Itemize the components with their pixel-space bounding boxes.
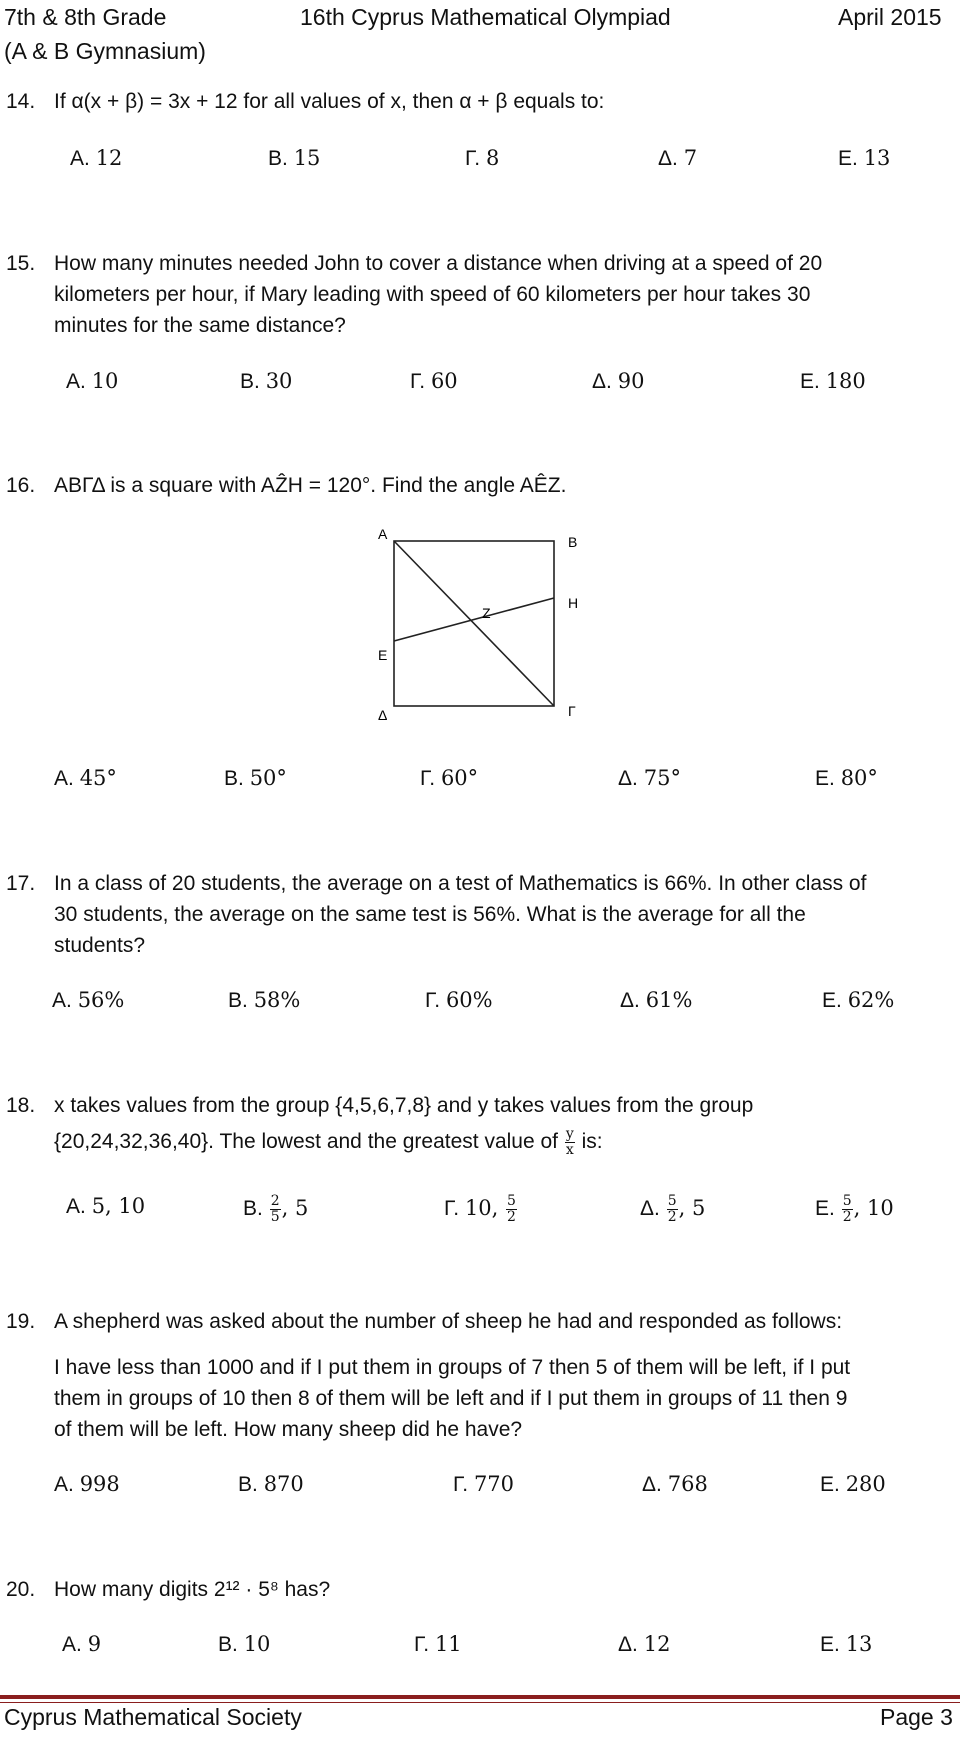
option-d[interactable]: Δ. 61% (620, 988, 693, 1012)
question-19-line-2: I have less than 1000 and if I put them in groups of 7 then 5 of them will be left, if I put (54, 1356, 851, 1379)
option-d[interactable]: Δ. 90 (592, 369, 645, 393)
option-a[interactable]: A. 12 (70, 146, 123, 170)
question-17-line-3: students? (54, 934, 146, 957)
question-18-number: 18. (6, 1094, 36, 1117)
option-d[interactable]: Δ. $\frac{5}{2}$ , 5 (640, 1193, 706, 1225)
option-c[interactable]: Γ. 60° (420, 766, 479, 790)
option-c[interactable]: Γ. 10, $\frac{5}{2}$ (444, 1193, 516, 1225)
footer-society: Cyprus Mathematical Society (4, 1704, 302, 1730)
option-b[interactable]: B. 58% (228, 988, 301, 1012)
question-16-text: ΑΒΓΔ is a square with AẐH = 120°. Find the angle AÊZ. (54, 474, 567, 497)
option-e[interactable]: E. $\frac{5}{2}$ , 10 (815, 1193, 894, 1225)
footer-page-number: Page 3 (880, 1704, 953, 1730)
footer-rule-thick (0, 1695, 960, 1699)
segment-e-h (394, 598, 554, 641)
option-c[interactable]: Γ. 8 (465, 146, 500, 170)
question-15-number: 15. (6, 252, 36, 275)
header-grade: 7th & 8th Grade (4, 4, 167, 30)
label-e: E (378, 647, 388, 663)
option-e[interactable]: E. 13 (838, 146, 891, 170)
option-e[interactable]: E. 80° (815, 766, 878, 790)
option-d[interactable]: Δ. 768 (642, 1472, 708, 1496)
option-a[interactable]: A. 45° (54, 766, 117, 790)
header-grade-line2: (A & B Gymnasium) (4, 38, 206, 64)
option-c[interactable]: Γ. 11 (414, 1632, 462, 1656)
header-date: April 2015 (838, 4, 942, 30)
option-e[interactable]: E. 280 (820, 1472, 886, 1496)
option-a[interactable]: A. 998 (54, 1472, 120, 1496)
question-18-line-1: x takes values from the group {4,5,6,7,8} and y takes values from the group (54, 1094, 754, 1117)
diagonal-a-g (394, 541, 554, 706)
question-14-text: If α(x + β) = 3x + 12 for all values of x, then α + β equals to: (54, 90, 605, 113)
label-z: Z (482, 605, 491, 621)
option-a[interactable]: A. 9 (62, 1632, 102, 1656)
option-b[interactable]: B. $\frac{2}{5}$ , 5 (243, 1193, 309, 1225)
question-20-text: How many digits 2¹² · 5⁸ has? (54, 1578, 331, 1601)
option-d[interactable]: Δ. 7 (658, 146, 698, 170)
option-b[interactable]: B. 15 (268, 146, 321, 170)
question-15-line-2: kilometers per hour, if Mary leading with speed of 60 kilometers per hour takes 30 (54, 283, 811, 306)
question-15-line-1: How many minutes needed John to cover a distance when driving at a speed of 20 (54, 252, 823, 275)
option-d[interactable]: Δ. 12 (618, 1632, 671, 1656)
header-olympiad: 16th Cyprus Mathematical Olympiad (300, 4, 671, 30)
question-20-number: 20. (6, 1578, 36, 1601)
question-14-number: 14. (6, 90, 36, 113)
option-b[interactable]: B. 50° (224, 766, 287, 790)
option-b[interactable]: B. 10 (218, 1632, 271, 1656)
label-a: A (378, 526, 388, 542)
footer-rule-thin (0, 1702, 960, 1703)
option-a[interactable]: A. 56% (52, 988, 125, 1012)
option-c[interactable]: Γ. 60 (410, 369, 458, 393)
square-figure (370, 525, 590, 730)
question-17-line-1: In a class of 20 students, the average on a test of Mathematics is 66%. In other class of (54, 872, 867, 895)
option-c[interactable]: Γ. 60% (425, 988, 493, 1012)
question-18-line-2: {20,24,32,36,40}. The lowest and the greatest value of $\frac{y}{x}$ is: (54, 1125, 603, 1158)
option-a[interactable]: A. 10 (66, 369, 119, 393)
option-e[interactable]: E. 13 (820, 1632, 873, 1656)
option-b[interactable]: B. 870 (238, 1472, 304, 1496)
question-17-number: 17. (6, 872, 36, 895)
question-19-line-3: them in groups of 10 then 8 of them will be left and if I put them in groups of 11 then 9 (54, 1387, 848, 1410)
question-19-line-4: of them will be left. How many sheep did he have? (54, 1418, 523, 1441)
question-17-line-2: 30 students, the average on the same test is 56%. What is the average for all the (54, 903, 806, 926)
ratio-y-over-x: $\frac{y}{x}$ (565, 1125, 574, 1158)
option-c[interactable]: Γ. 770 (453, 1472, 515, 1496)
question-16-number: 16. (6, 474, 36, 497)
option-a[interactable]: A. 5, 10 (66, 1194, 146, 1218)
option-d[interactable]: Δ. 75° (618, 766, 681, 790)
option-b[interactable]: B. 30 (240, 369, 293, 393)
label-d: Δ (378, 707, 388, 723)
option-e[interactable]: E. 62% (822, 988, 895, 1012)
question-19-line-1: A shepherd was asked about the number of sheep he had and responded as follows: (54, 1310, 843, 1333)
label-b: B (568, 534, 578, 550)
option-e[interactable]: E. 180 (800, 369, 866, 393)
question-19-number: 19. (6, 1310, 36, 1333)
label-g: Γ (568, 703, 576, 719)
label-h: H (568, 595, 579, 611)
question-15-line-3: minutes for the same distance? (54, 314, 346, 337)
